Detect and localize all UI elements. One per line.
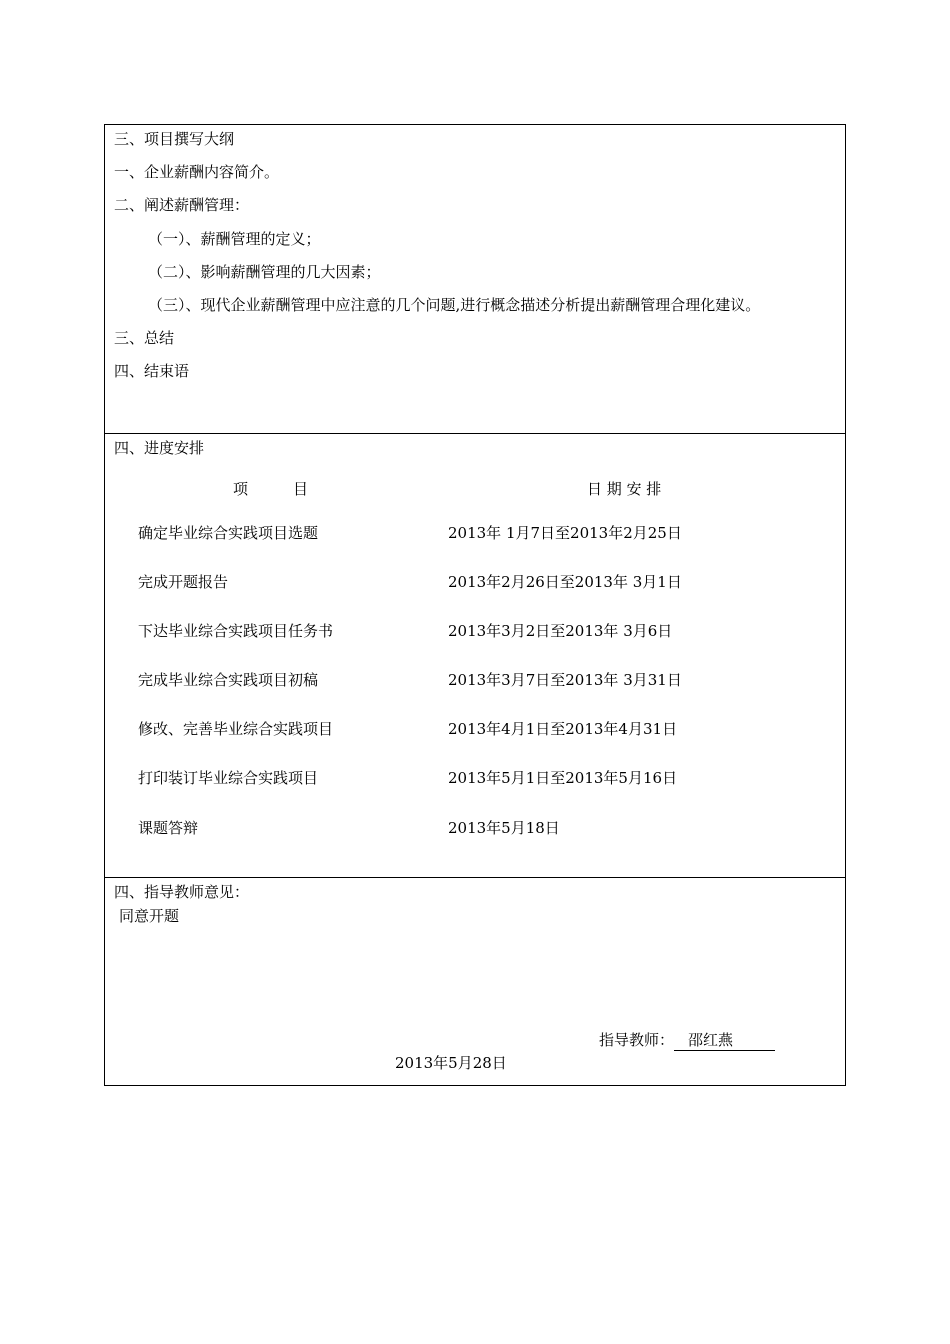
outline-sub-2: （二）、影响薪酬管理的几大因素；	[148, 263, 381, 281]
advisor-label: 指导教师：	[599, 1031, 675, 1049]
schedule-row	[105, 719, 845, 739]
schedule-row-item: 下达毕业综合实践项目任务书	[138, 622, 334, 640]
schedule-section	[105, 434, 845, 878]
outline-item-2: 二、阐述薪酬管理：	[114, 196, 250, 214]
outline-item-4: 四、结束语	[114, 362, 190, 380]
schedule-row-date: 2013年 1月7日至2013年2月25日	[448, 524, 682, 542]
schedule-row-item: 确定毕业综合实践项目选题	[138, 524, 319, 542]
schedule-row-date: 2013年4月1日至2013年4月31日	[448, 720, 678, 738]
outline-section	[105, 125, 845, 434]
schedule-row-item: 修改、完善毕业综合实践项目	[138, 720, 334, 738]
schedule-row-date: 2013年3月7日至2013年 3月31日	[448, 671, 682, 689]
schedule-row-item: 完成毕业综合实践项目初稿	[138, 671, 319, 689]
schedule-heading: 四、进度安排	[114, 439, 205, 457]
schedule-row	[105, 670, 845, 690]
outline-sub-3: （三）、现代企业薪酬管理中应注意的几个问题,进行概念描述分析提出薪酬管理合理化建议。	[148, 296, 761, 314]
schedule-row-date: 2013年5月18日	[448, 819, 560, 837]
schedule-row-date: 2013年3月2日至2013年 3月6日	[448, 622, 673, 640]
proposal-form-table	[104, 124, 846, 1086]
opinion-date: 2013年5月28日	[395, 1054, 507, 1072]
schedule-row-item: 打印装订毕业综合实践项目	[138, 769, 319, 787]
schedule-column-item: 项 目	[233, 480, 309, 498]
advisor-opinion-section	[105, 878, 845, 1085]
outline-item-1: 一、企业薪酬内容简介。	[114, 163, 280, 181]
schedule-row-item: 课题答辩	[138, 819, 199, 837]
outline-heading: 三、项目撰写大纲	[114, 130, 235, 148]
schedule-row-date: 2013年2月26日至2013年 3月1日	[448, 573, 682, 591]
outline-sub-1: （一）、薪酬管理的定义；	[148, 230, 321, 248]
outline-item-3: 三、总结	[114, 329, 175, 347]
schedule-row	[105, 621, 845, 641]
schedule-row	[105, 818, 845, 838]
schedule-row	[105, 572, 845, 592]
schedule-row-date: 2013年5月1日至2013年5月16日	[448, 769, 678, 787]
opinion-text: 同意开题	[119, 907, 180, 925]
opinion-heading: 四、指导教师意见：	[114, 883, 250, 901]
schedule-row	[105, 768, 845, 788]
schedule-column-date: 日 期 安 排	[587, 480, 662, 498]
schedule-row	[105, 523, 845, 543]
advisor-signature	[599, 1030, 775, 1051]
schedule-row-item: 完成开题报告	[138, 573, 229, 591]
advisor-name: 邵红燕	[674, 1030, 775, 1051]
